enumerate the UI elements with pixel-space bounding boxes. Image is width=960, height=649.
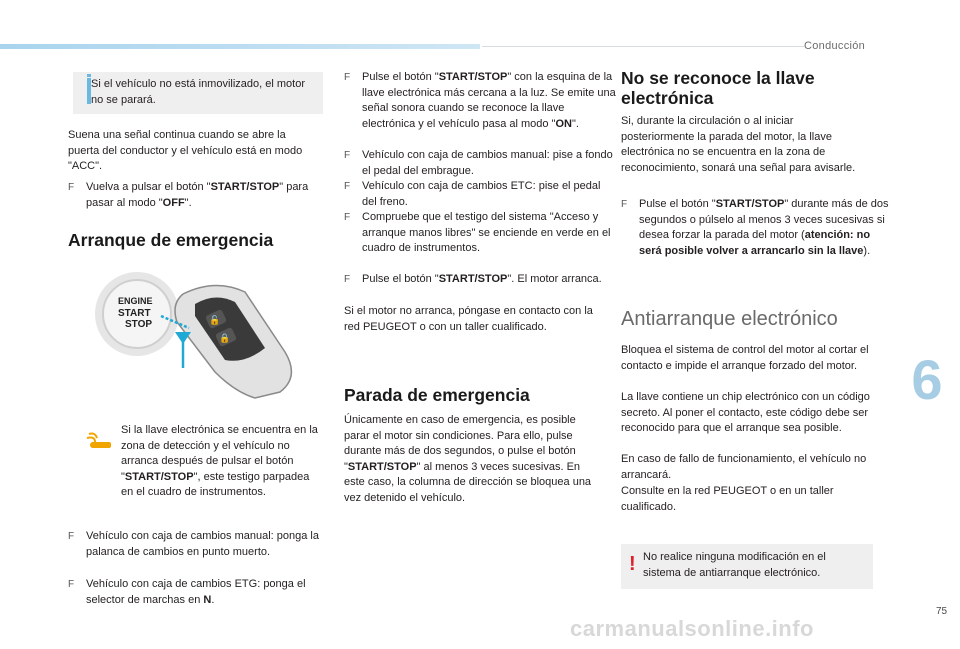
svg-text:🔒: 🔒 — [219, 334, 231, 344]
chapter-tab — [894, 339, 960, 419]
bullet-mark: F — [344, 72, 351, 83]
col3-bullet-1: F Pulse el botón "START/STOP" durante más de dos segundos o púlselo al menos 3 veces sucesivas si desea forzar la parada del motor (atención: no será posible volver a arrancarlo sin la llave). — [621, 198, 889, 257]
col1-bullet-1: F Vuelva a pulsar el botón "START/STOP" para pasar al modo "OFF". — [68, 181, 309, 209]
col3-paragraph-2: Bloquea el sistema de control del motor al cortar el contacto e impide el arranque forzado del motor. — [621, 344, 869, 372]
col3-paragraph-5: Consulte en la red PEUGEOT o en un taller cualificado. — [621, 485, 834, 513]
page-number: 75 — [936, 606, 948, 617]
warning-note-text: No realice ninguna modificación en el sistema de antiarranque electrónico. — [643, 551, 826, 579]
bullet-mark: F — [68, 579, 75, 590]
bullet-mark: F — [344, 274, 351, 285]
heading-immobiliser: Antiarranque electrónico — [621, 308, 838, 330]
col3-paragraph-1: Si, durante la circulación o al iniciar posteriormente la parada del motor, la llave electrónica no se encuentra en la zona de reconocimiento, sonará una señal para avisarle. — [621, 115, 856, 174]
col2-paragraph: Si el motor no arranca, póngase en contacto con la red PEUGEOT o con un taller cualificado. — [344, 305, 593, 333]
bullet-mark: F — [621, 199, 628, 210]
col2-bullet-1: F Pulse el botón "START/STOP" con la esquina de la llave electrónica más cercana a la luz. Se emite una señal sonora cuando se reconoce la llave electrónica y el vehículo pasa al modo "ON". — [344, 71, 616, 130]
col2-bullet-3: F Vehículo con caja de cambios ETC: pise el pedal del freno. — [344, 180, 601, 208]
col2-bullet-4: F Compruebe que el testigo del sistema "Acceso y arranque manos libres" se enciende en verde en el cuadro de instrumentos. — [344, 211, 611, 255]
col3-paragraph-3: La llave contiene un chip electrónico con un código secreto. Al poner el contacto, este código debe ser reconocido para que el arranque sea posible. — [621, 391, 870, 435]
col3-paragraph-4: En caso de fallo de funcionamiento, el vehículo no arrancará. — [621, 453, 867, 481]
header-bar — [0, 44, 480, 49]
header-rule — [482, 46, 804, 47]
col1-paragraph: Suena una señal continua cuando se abre la puerta del conductor y el vehículo está en modo "ACC". — [68, 129, 303, 173]
heading-emergency-stop: Parada de emergencia — [344, 385, 530, 405]
emergency-stop-text: Únicamente en caso de emergencia, es posible parar el motor sin condiciones. Para ello, pulse durante más de dos segundos, o pulse el botón "START/STOP" al menos 3 veces sucesivas. En este caso, la columna de dirección se bloquea una vez detenido el vehículo. — [344, 414, 592, 504]
key-note-text: Si la llave electrónica se encuentra en la zona de detección y el vehículo no arranca después de pulsar el botón "START/STOP", este testigo parpadea en el cuadro de instrumentos. — [121, 424, 318, 499]
key-start-illustration — [95, 272, 315, 402]
svg-text:STOP: STOP — [125, 319, 153, 330]
col2-bullet-5: F Pulse el botón "START/STOP". El motor arranca. — [344, 272, 618, 288]
heading-key-not-recognized: No se reconoce la llave electrónica — [621, 68, 815, 108]
col1-bullet-2: F Vehículo con caja de cambios manual: ponga la palanca de cambios en punto muerto. — [68, 530, 319, 558]
engine-start-stop-label: ENGINE — [118, 296, 153, 306]
heading-emergency-start: Arranque de emergencia — [68, 230, 274, 250]
bullet-mark: F — [344, 212, 351, 223]
chapter-number: 6 — [911, 347, 943, 411]
bullet-mark: F — [68, 531, 75, 542]
bullet-mark: F — [344, 181, 351, 192]
svg-text:🔓: 🔓 — [209, 316, 221, 326]
svg-text:START: START — [118, 308, 151, 319]
watermark: carmanualsonline.info — [570, 616, 814, 641]
warning-note-box — [621, 544, 873, 589]
col1-bullet-3: F Vehículo con caja de cambios ETG: ponga el selector de marchas en N. — [68, 578, 306, 606]
col2-bullet-2: F Vehículo con caja de cambios manual: pise a fondo el pedal del embrague. — [344, 149, 613, 177]
key-warning-icon — [85, 430, 113, 454]
warning-icon: ! — [629, 553, 636, 575]
section-title: Conducción — [804, 40, 866, 52]
bullet-mark: F — [344, 150, 351, 161]
info-note-text: Si el vehículo no está inmovilizado, el motor no se parará. — [91, 78, 305, 106]
bullet-mark: F — [68, 182, 75, 193]
info-note-box — [73, 72, 323, 114]
